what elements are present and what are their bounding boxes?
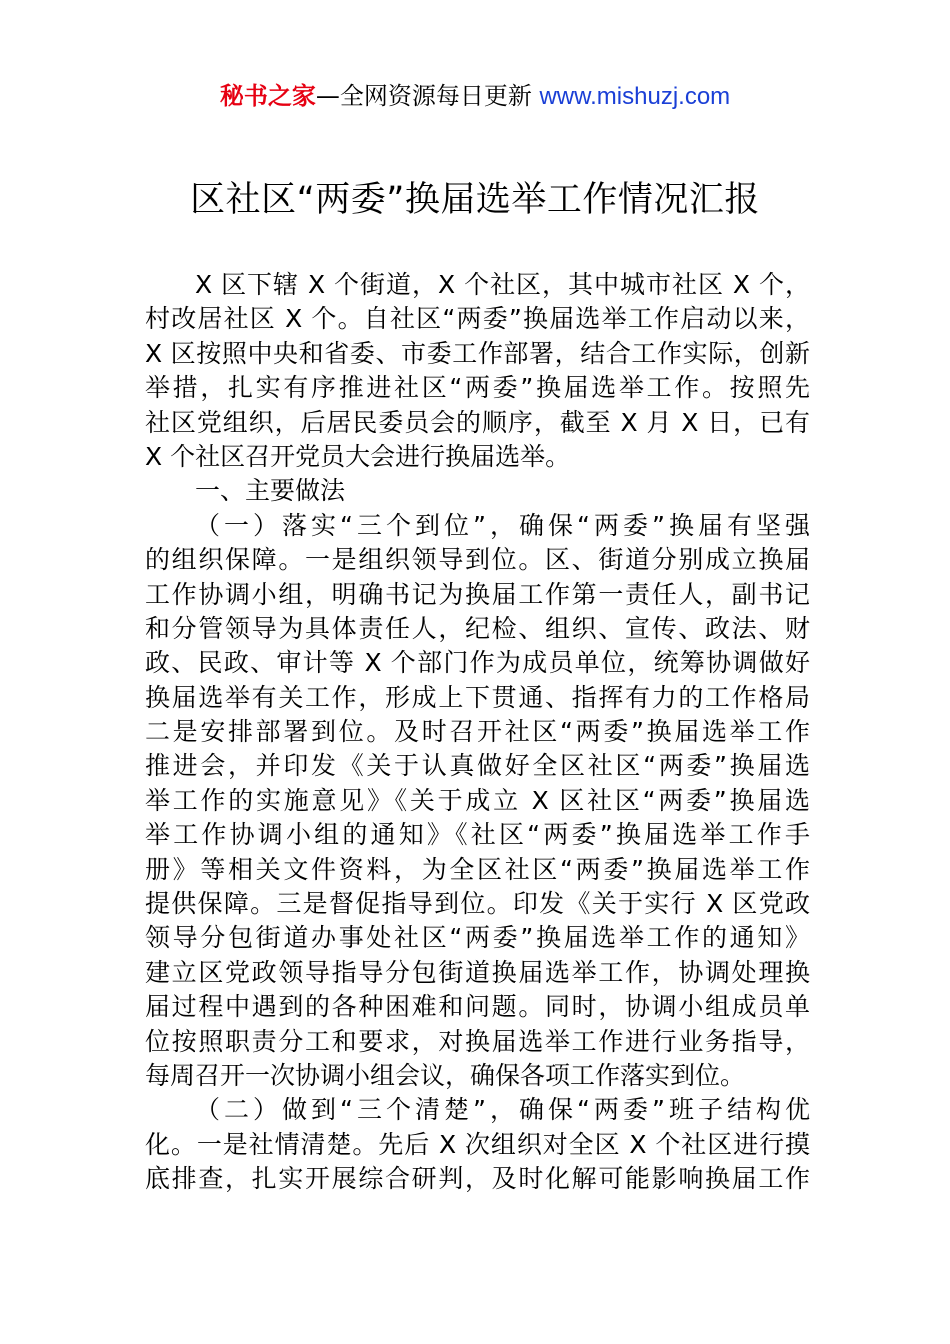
site-tagline: —全网资源每日更新 (315, 82, 540, 110)
body-line: 和分管领导为具体责任人，纪检、组织、宣传、政法、财 (145, 613, 810, 643)
body-line: 举工作协调小组的通知》《社区“两委”换届选举工作手 (145, 820, 810, 850)
site-brand: 秘书之家 (219, 82, 316, 110)
body-line: 社区党组织，后居民委员会的顺序，截至 X 月 X 日，已有 (145, 407, 810, 437)
body-line: （一）落实“三个到位”，确保“两委”换届有坚强 (195, 510, 810, 540)
body-line: 推进会，并印发《关于认真做好全区社区“两委”换届选 (145, 751, 810, 781)
body-line: 每周召开一次协调小组会议，确保各项工作落实到位。 (145, 1060, 746, 1090)
body-line: 举措，扎实有序推进社区“两委”换届选举工作。按照先 (145, 373, 810, 403)
body-line: （二）做到“三个清楚”，确保“两委”班子结构优 (195, 1095, 810, 1125)
body-line: 领导分包街道办事处社区“两委”换届选举工作的通知》 (145, 923, 810, 953)
site-header (0, 80, 950, 113)
site-url-link[interactable]: www.mishuzj.com (539, 83, 731, 110)
body-line: 提供保障。三是督促指导到位。印发《关于实行 X 区党政 (145, 889, 810, 919)
body-line: 政、民政、审计等 X 个部门作为成员单位，统筹协调做好 (145, 648, 810, 678)
body-line: 的组织保障。一是组织领导到位。区、街道分别成立换届 (145, 545, 810, 575)
body-line: X 区按照中央和省委、市委工作部署，结合工作实际，创新 (145, 338, 810, 368)
body-line: 换届选举有关工作，形成上下贯通、指挥有力的工作格局 (145, 682, 810, 712)
body-line: 村改居社区 X 个。自社区“两委”换届选举工作启动以来， (145, 304, 810, 334)
section-heading: 一、主要做法 (195, 476, 346, 506)
body-line: 册》等相关文件资料，为全区社区“两委”换届选举工作 (145, 854, 810, 884)
body-line: 底排查，扎实开展综合研判，及时化解可能影响换届工作 (145, 1164, 810, 1194)
document-title: 区社区“两委”换届选举工作情况汇报 (190, 180, 760, 220)
body-line: 二是安排部署到位。及时召开社区“两委”换届选举工作 (145, 717, 810, 747)
body-line: 建立区党政领导指导分包街道换届选举工作，协调处理换 (145, 957, 810, 987)
body-line: 工作协调小组，明确书记为换届工作第一责任人，副书记 (145, 579, 810, 609)
document-body (145, 268, 810, 1197)
body-line: 化。一是社情清楚。先后 X 次组织对全区 X 个社区进行摸 (145, 1129, 810, 1159)
body-line: X 个社区召开党员大会进行换届选举。 (145, 441, 571, 471)
body-line: 举工作的实施意见》《关于成立 X 区社区“两委”换届选 (145, 785, 810, 815)
body-line: 位按照职责分工和要求，对换届选举工作进行业务指导， (145, 1026, 810, 1056)
body-line: X 区下辖 X 个街道，X 个社区，其中城市社区 X 个， (195, 270, 810, 299)
body-line: 届过程中遇到的各种困难和问题。同时，协调小组成员单 (145, 992, 810, 1022)
